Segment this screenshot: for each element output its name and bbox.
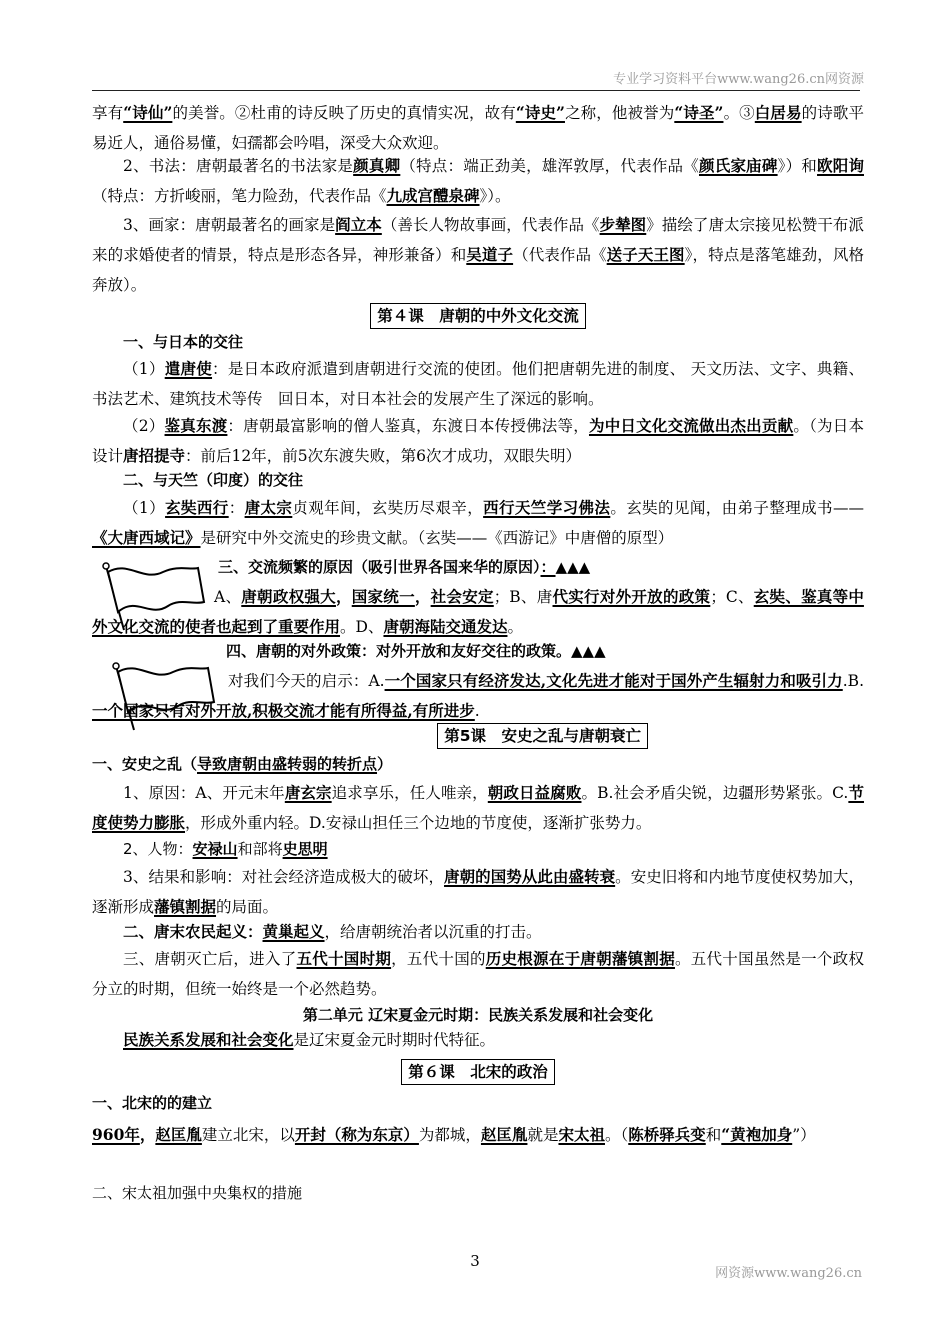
paragraph-painters: 3、画家：唐朝最著名的画家是阎立本（善长人物故事画，代表作品《步辇图》描绘了唐太宗接见松赞干布派来的求婚使者的情景，特点是形态各异，神形兼备）和吴道子（代表作品《送子天王图》，特点是落笔雄劲，风格奔放）。 — [92, 215, 864, 294]
page-number: 3 — [470, 1252, 480, 1270]
l5-uprising: 二、唐末农民起义：黄巢起义，给唐朝统治者以沉重的打击。 — [123, 922, 542, 941]
l4-reasons: A、唐朝政权强大，国家统一，社会安定；B、唐代实行对外开放的政策；C、玄奘、鉴真等中外文化交流的使者也起到了重要作用。D、唐朝海陆交通发达。 — [92, 587, 864, 636]
l4-envoys: （1）遣唐使：是日本政府派遣到唐朝进行交流的使团。他们把唐朝先进的制度、 天文历法、文字、典籍、书法艺术、建筑技术等传 回日本，对日本社会的发展产生了深远的影响。 — [92, 359, 864, 408]
header-watermark: 专业学习资料平台www.wang26.cn网资源 — [613, 72, 864, 87]
l4-jianzhen: （2）鉴真东渡：唐朝最富影响的僧人鉴真，东渡日本传授佛法等，为中日文化交流做出杰出贡献。（为日本设计唐招提寺：前后12年，前5次东渡失败，第6次才成功，双眼失明） — [92, 416, 864, 465]
l6-heading-founding: 一、北宋的的建立 — [92, 1094, 213, 1112]
l5-results: 3、结果和影响：对社会经济造成极大的破坏，唐朝的国势从此由盛转衰。安史旧将和内地节度使权势加大，逐渐形成藩镇割据的局面。 — [92, 867, 864, 916]
footer-watermark: 网资源www.wang26.cn — [715, 1266, 862, 1281]
l4-xuanzang: （1）玄奘西行：唐太宗贞观年间，玄奘历尽艰辛，西行天竺学习佛法。玄奘的见闻，由弟子整理成书——《大唐西域记》是研究中外交流史的珍贵文献。（玄奘——《西游记》中唐僧的原型） — [92, 498, 864, 547]
unit-2-title: 第二单元 辽宋夏金元时期：民族关系发展和社会变化 — [302, 1006, 654, 1024]
paragraph-poets: 享有“诗仙”的美誉。②杜甫的诗反映了历史的真情实况，故有“诗史”之称，他被誉为“诗圣”。③白居易的诗歌平易近人，通俗易懂，妇孺都会吟唱，深受大众欢迎。 — [92, 103, 864, 152]
l5-heading-anshi: 一、安史之乱（导致唐朝由盛转弱的转折点） — [92, 755, 393, 773]
lesson-5-title: 第5课 安史之乱与唐朝衰亡 — [92, 721, 864, 751]
l5-five-dynasties: 三、唐朝灭亡后，进入了五代十国时期，五代十国的历史根源在于唐朝藩镇割据。五代十国虽然是一个政权分立的时期，但统一始终是一个必然趋势。 — [92, 949, 864, 998]
l5-people: 2、人物：安禄山和部将史思明 — [123, 840, 328, 858]
paragraph-calligraphy: 2、书法：唐朝最著名的书法家是颜真卿（特点：端正劲美，雄浑敦厚，代表作品《颜氏家庙碑》）和欧阳询（特点：方折峻丽，笔力险劲，代表作品《九成宫醴泉碑》）。 — [92, 156, 864, 205]
lesson-4-title: 第４课 唐朝的中外文化交流 — [92, 301, 864, 331]
l5-causes: 1、原因：A、开元末年唐玄宗追求享乐，任人唯亲，朝政日益腐败。B.社会矛盾尖锐，边疆形势紧张。C.节度使势力膨胀，形成外重内轻。D.安禄山担任三个边地的节度使，逐渐扩张势力。 — [92, 783, 864, 832]
l6-heading-measures: 二、宋太祖加强中央集权的措施 — [92, 1184, 303, 1202]
l4-heading-india: 二、与天竺（印度）的交往 — [123, 471, 304, 489]
header-rule — [92, 90, 860, 91]
l4-heading-reasons: 三、交流频繁的原因（吸引世界各国来华的原因）：▲▲▲ — [218, 558, 591, 576]
l6-founding: 960年，赵匡胤建立北宋，以开封（称为东京）为都城，赵匡胤就是宋太祖。（陈桥驿兵变和“黄袍加身”） — [92, 1125, 816, 1144]
l4-heading-policy: 四、唐朝的对外政策：对外开放和友好交往的政策。▲▲▲ — [226, 642, 606, 660]
l4-lesson: 对我们今天的启示：A.一个国家只有经济发达,文化先进才能对于国外产生辐射力和吸引力.B.一个国家只有对外开放,积极交流才能有所得益,有所进步. — [92, 671, 864, 720]
l4-heading-japan: 一、与日本的交往 — [123, 333, 244, 351]
lesson-6-title: 第６课 北宋的政治 — [92, 1057, 864, 1087]
unit-2-feature: 民族关系发展和社会变化是辽宋夏金元时期时代特征。 — [123, 1030, 496, 1049]
